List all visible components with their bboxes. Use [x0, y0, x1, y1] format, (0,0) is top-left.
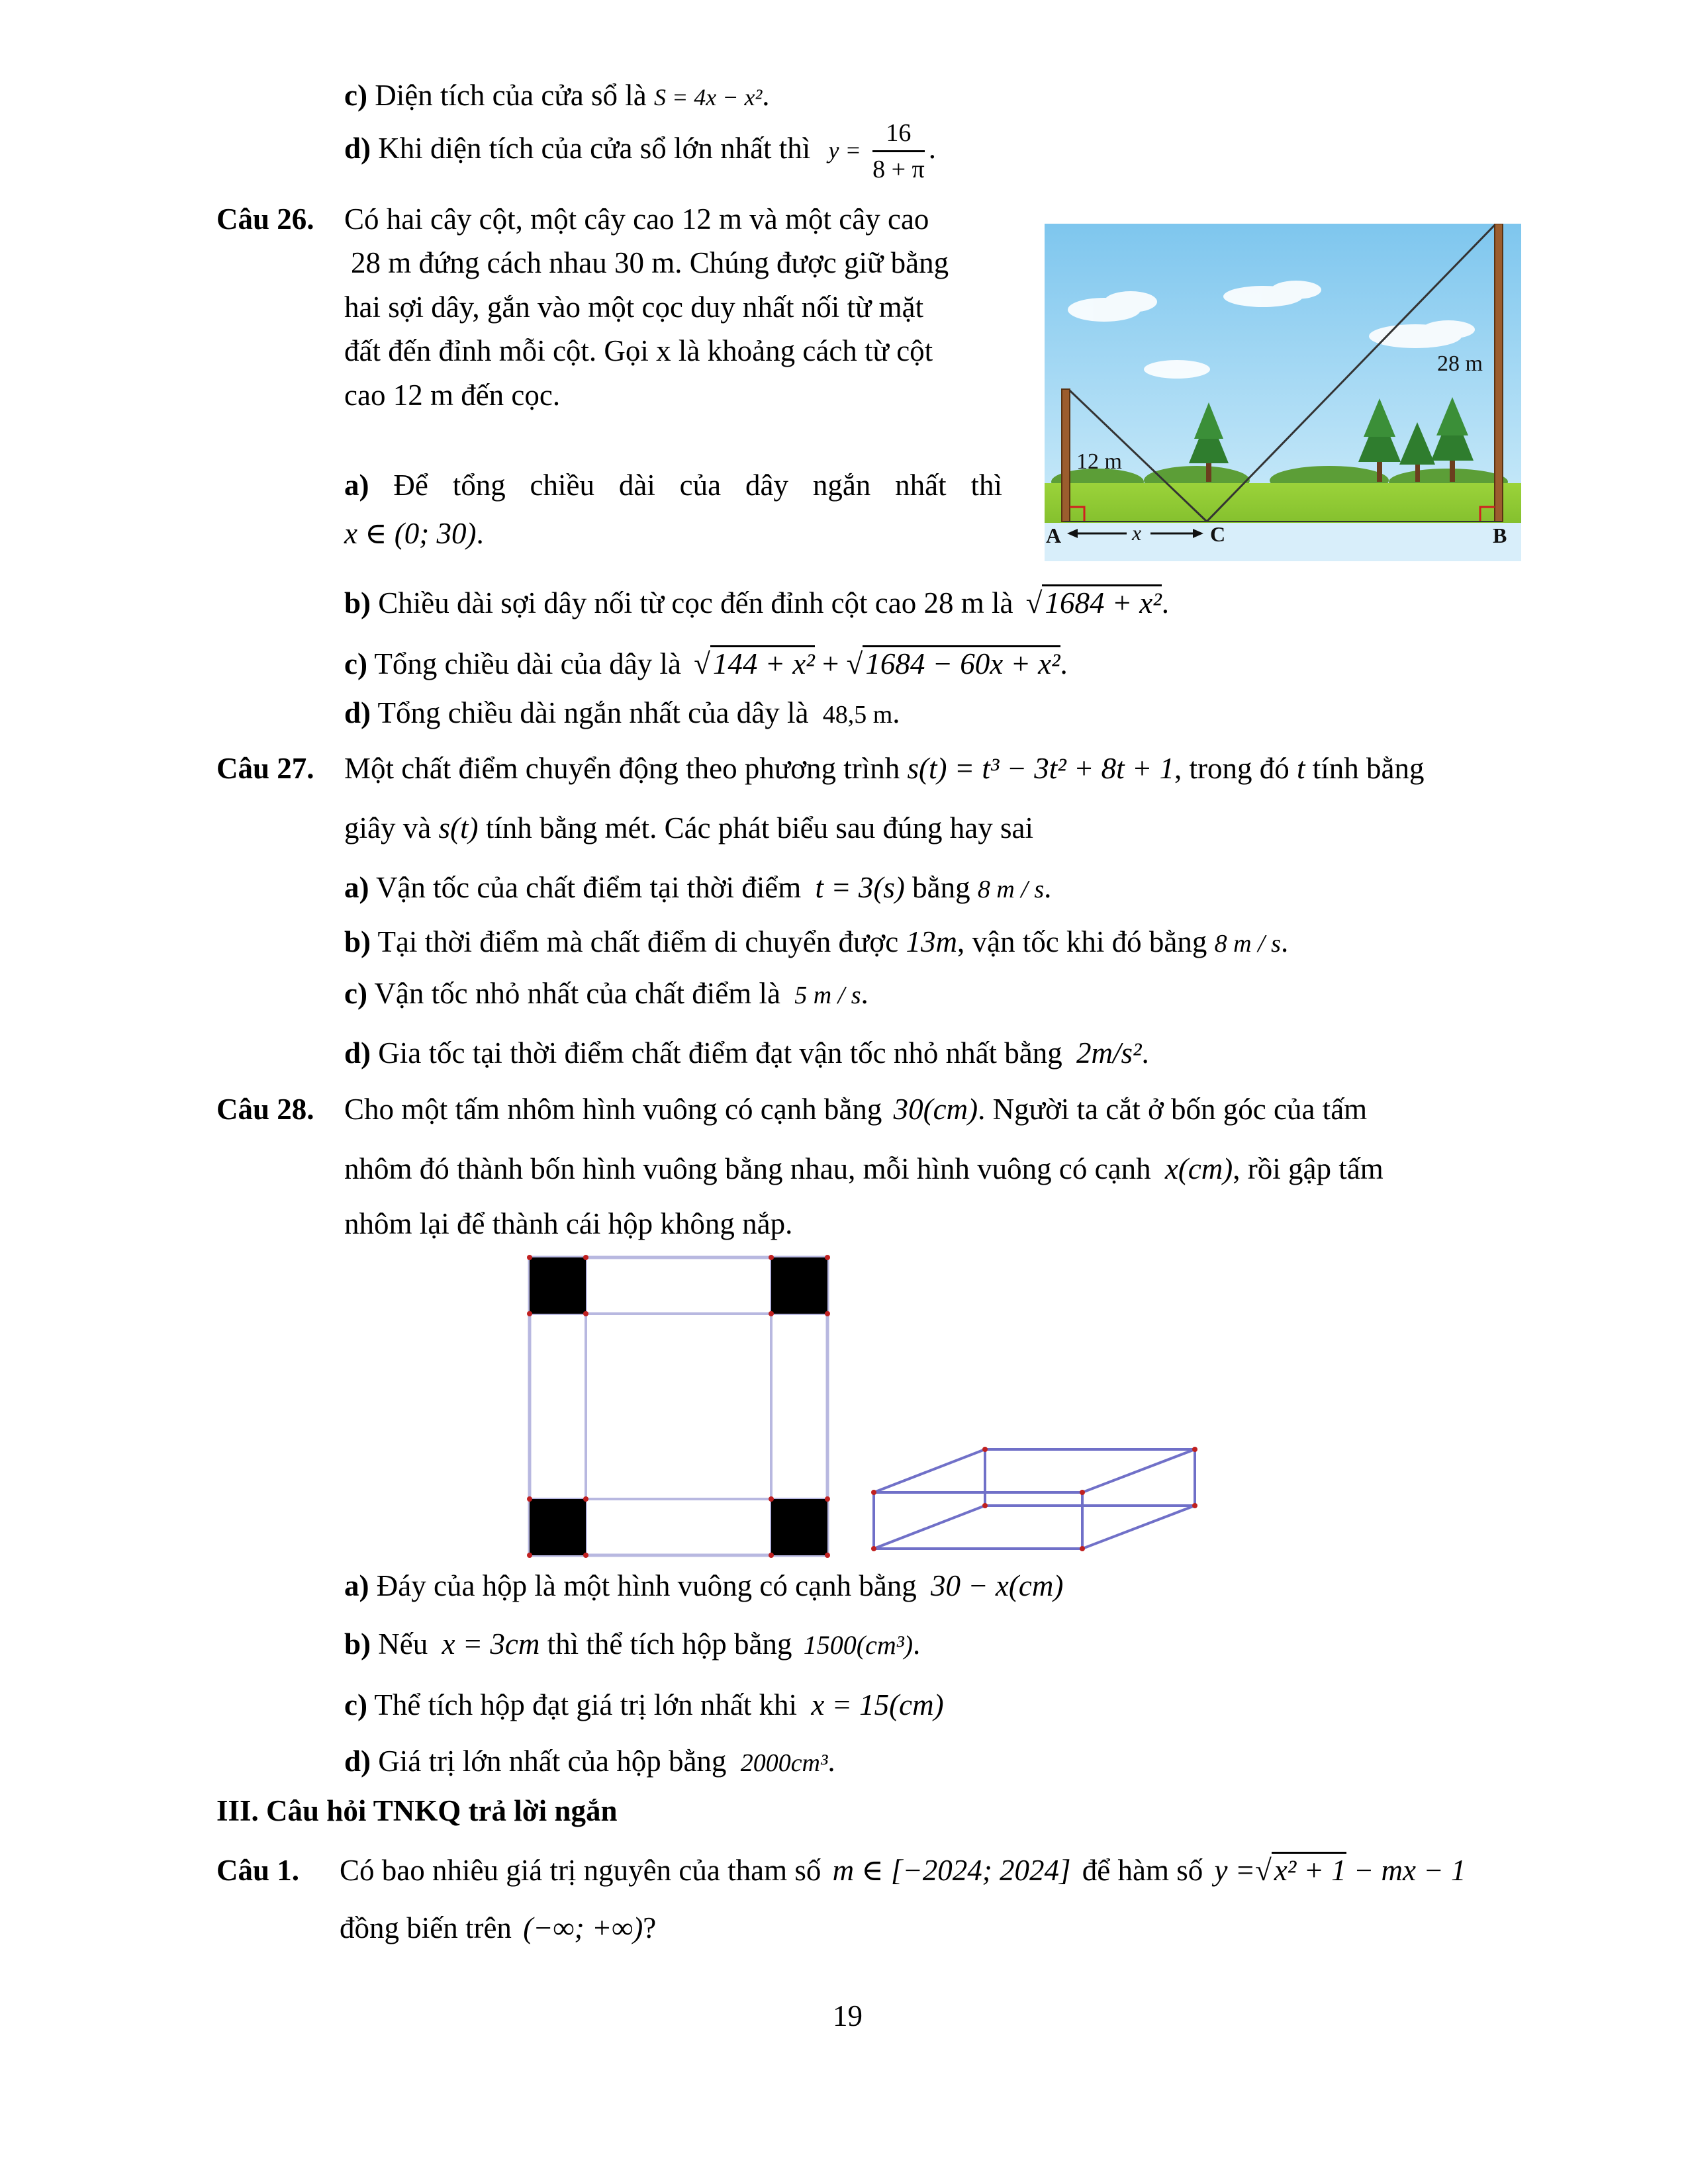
q1-line-2: đồng biến trên (−∞; +∞)? [340, 1911, 657, 1944]
prev-statement-d: d) Khi diện tích của cửa sổ lớn nhất thì y = $\frac{16}{8 + \pi}$ . [344, 116, 936, 187]
q28-statement-c: c) Thể tích hộp đạt giá trị lớn nhất khi x = 15(cm) [344, 1688, 944, 1721]
page-number: 19 [833, 1999, 863, 2032]
cut-corner-square [530, 1499, 586, 1555]
sqrt-expression: √144 + x² [694, 647, 815, 680]
q27-statement-a: a) Vận tốc của chất điểm tại thời điểm t = 3(s) bằng 8 m / s. [344, 871, 1052, 904]
label-B: B [1493, 523, 1507, 547]
statement-label: d) [344, 696, 371, 729]
statement-label: a) [344, 469, 369, 502]
q26-line-4: đất đến đỉnh mỗi cột. Gọi x là khoảng cách từ cột [344, 334, 933, 367]
label-C: C [1210, 522, 1226, 546]
q27-line-2: giây và s(t) tính bằng mét. Các phát biểu sau đúng hay sai [344, 811, 1034, 844]
question-label-26: Câu 26. [216, 203, 314, 236]
q26-statement-d: d) Tổng chiều dài ngắn nhất của dây là 48,5 m. [344, 696, 900, 729]
math-expression: s(t) [438, 811, 479, 844]
poles-illustration [1045, 224, 1521, 561]
fraction: $\frac{16}{8 + \pi}$ [872, 116, 925, 187]
statement-label: a) [344, 1569, 369, 1602]
question-label-28: Câu 28. [216, 1093, 314, 1126]
q26-line-5: cao 12 m đến cọc. [344, 379, 561, 412]
q27-line-1: Một chất điểm chuyển động theo phương trình s(t) = t³ − 3t² + 8t + 1, trong đó t tính bằng [344, 752, 1425, 785]
statement-label: c) [344, 1688, 367, 1721]
open-box-diagram [867, 1443, 1211, 1562]
box-edges [874, 1449, 1195, 1549]
q28-line-2: nhôm đó thành bốn hình vuông bằng nhau, mỗi hình vuông có cạnh x(cm), rồi gập tấm [344, 1152, 1383, 1185]
q28-line-3: nhôm lại để thành cái hộp không nắp. [344, 1207, 793, 1240]
statement-label: c) [344, 79, 367, 112]
statement-label: b) [344, 586, 371, 619]
question-label-27: Câu 27. [216, 752, 314, 785]
q26-line-1: Có hai cây cột, một cây cao 12 m và một cây cao [344, 203, 929, 236]
statement-label: b) [344, 925, 371, 958]
q26-statement-b: b) Chiều dài sợi dây nối từ cọc đến đỉnh cột cao 28 m là √1684 + x². [344, 582, 1169, 623]
cut-square-diagram [523, 1251, 841, 1569]
q27-statement-d: d) Gia tốc tại thời điểm chất điểm đạt vận tốc nhỏ nhất bằng 2m/s². [344, 1036, 1149, 1069]
statement-label: c) [344, 977, 367, 1010]
label-x: x [1132, 521, 1142, 545]
statement-label: d) [344, 1745, 371, 1778]
short-pole [1062, 389, 1070, 522]
q26-statement-a: a) Để tổng chiều dài của dây ngắn nhất thì [344, 469, 1002, 502]
q1-line-1: Có bao nhiêu giá trị nguyên của tham số m ∈ [−2024; 2024] để hàm số y =√x² + 1 − mx − 1 [340, 1850, 1466, 1891]
q26-statement-a-math: x ∈ (0; 30). [344, 517, 484, 550]
baseline-strip [1045, 523, 1521, 561]
statement-label: c) [344, 647, 367, 680]
q28-statement-b: b) Nếu x = 3cm thì thể tích hộp bằng 1500(cm³). [344, 1627, 921, 1661]
statement-label: a) [344, 871, 369, 904]
cut-corner-square [771, 1257, 827, 1314]
q28-statement-a: a) Đáy của hộp là một hình vuông có cạnh bằng 30 − x(cm) [344, 1569, 1064, 1602]
math-expression: s(t) = t³ − 3t² + 8t + 1 [907, 752, 1174, 785]
sqrt-expression: √1684 + x² [1026, 586, 1162, 619]
cut-corner-square [530, 1257, 586, 1314]
q28-statement-d: d) Giá trị lớn nhất của hộp bằng 2000cm³. [344, 1745, 835, 1778]
question-label-1: Câu 1. [216, 1854, 300, 1887]
statement-label: d) [344, 1036, 371, 1069]
q27-statement-b: b) Tại thời điểm mà chất điểm di chuyển được 13m, vận tốc khi đó bằng 8 m / s. [344, 925, 1289, 958]
section-heading: III. Câu hỏi TNKQ trả lời ngắn [216, 1794, 618, 1827]
prev-statement-c: c) Diện tích của cửa sổ là S = 4x − x². [344, 79, 770, 112]
q26-line-2: 28 m đứng cách nhau 30 m. Chúng được giữ bằng [351, 246, 949, 279]
sqrt-expression: √1684 − 60x + x² [847, 645, 1060, 680]
q26-line-3: hai sợi dây, gắn vào một cọc duy nhất nối từ mặt [344, 291, 924, 324]
q27-statement-c: c) Vận tốc nhỏ nhất của chất điểm là 5 m / s. [344, 977, 868, 1010]
cut-corner-square [771, 1499, 827, 1555]
tall-pole [1495, 224, 1503, 522]
math-expression: x ∈ (0; 30) [344, 517, 477, 550]
q26-statement-c: c) Tổng chiều dài của dây là √144 + x² + √1684 − 60x + x². [344, 643, 1068, 684]
sqrt-expression: √x² + 1 [1255, 1852, 1346, 1887]
statement-label: d) [344, 131, 371, 165]
label-28m: 28 m [1437, 351, 1483, 376]
q28-line-1: Cho một tấm nhôm hình vuông có cạnh bằng 30(cm). Người ta cắt ở bốn góc của tấm [344, 1093, 1368, 1126]
statement-label: b) [344, 1627, 371, 1661]
box-vertices [871, 1447, 1197, 1551]
label-12m: 12 m [1076, 449, 1122, 474]
label-A: A [1046, 523, 1062, 547]
math-expression: S = 4x − x² [653, 84, 763, 111]
